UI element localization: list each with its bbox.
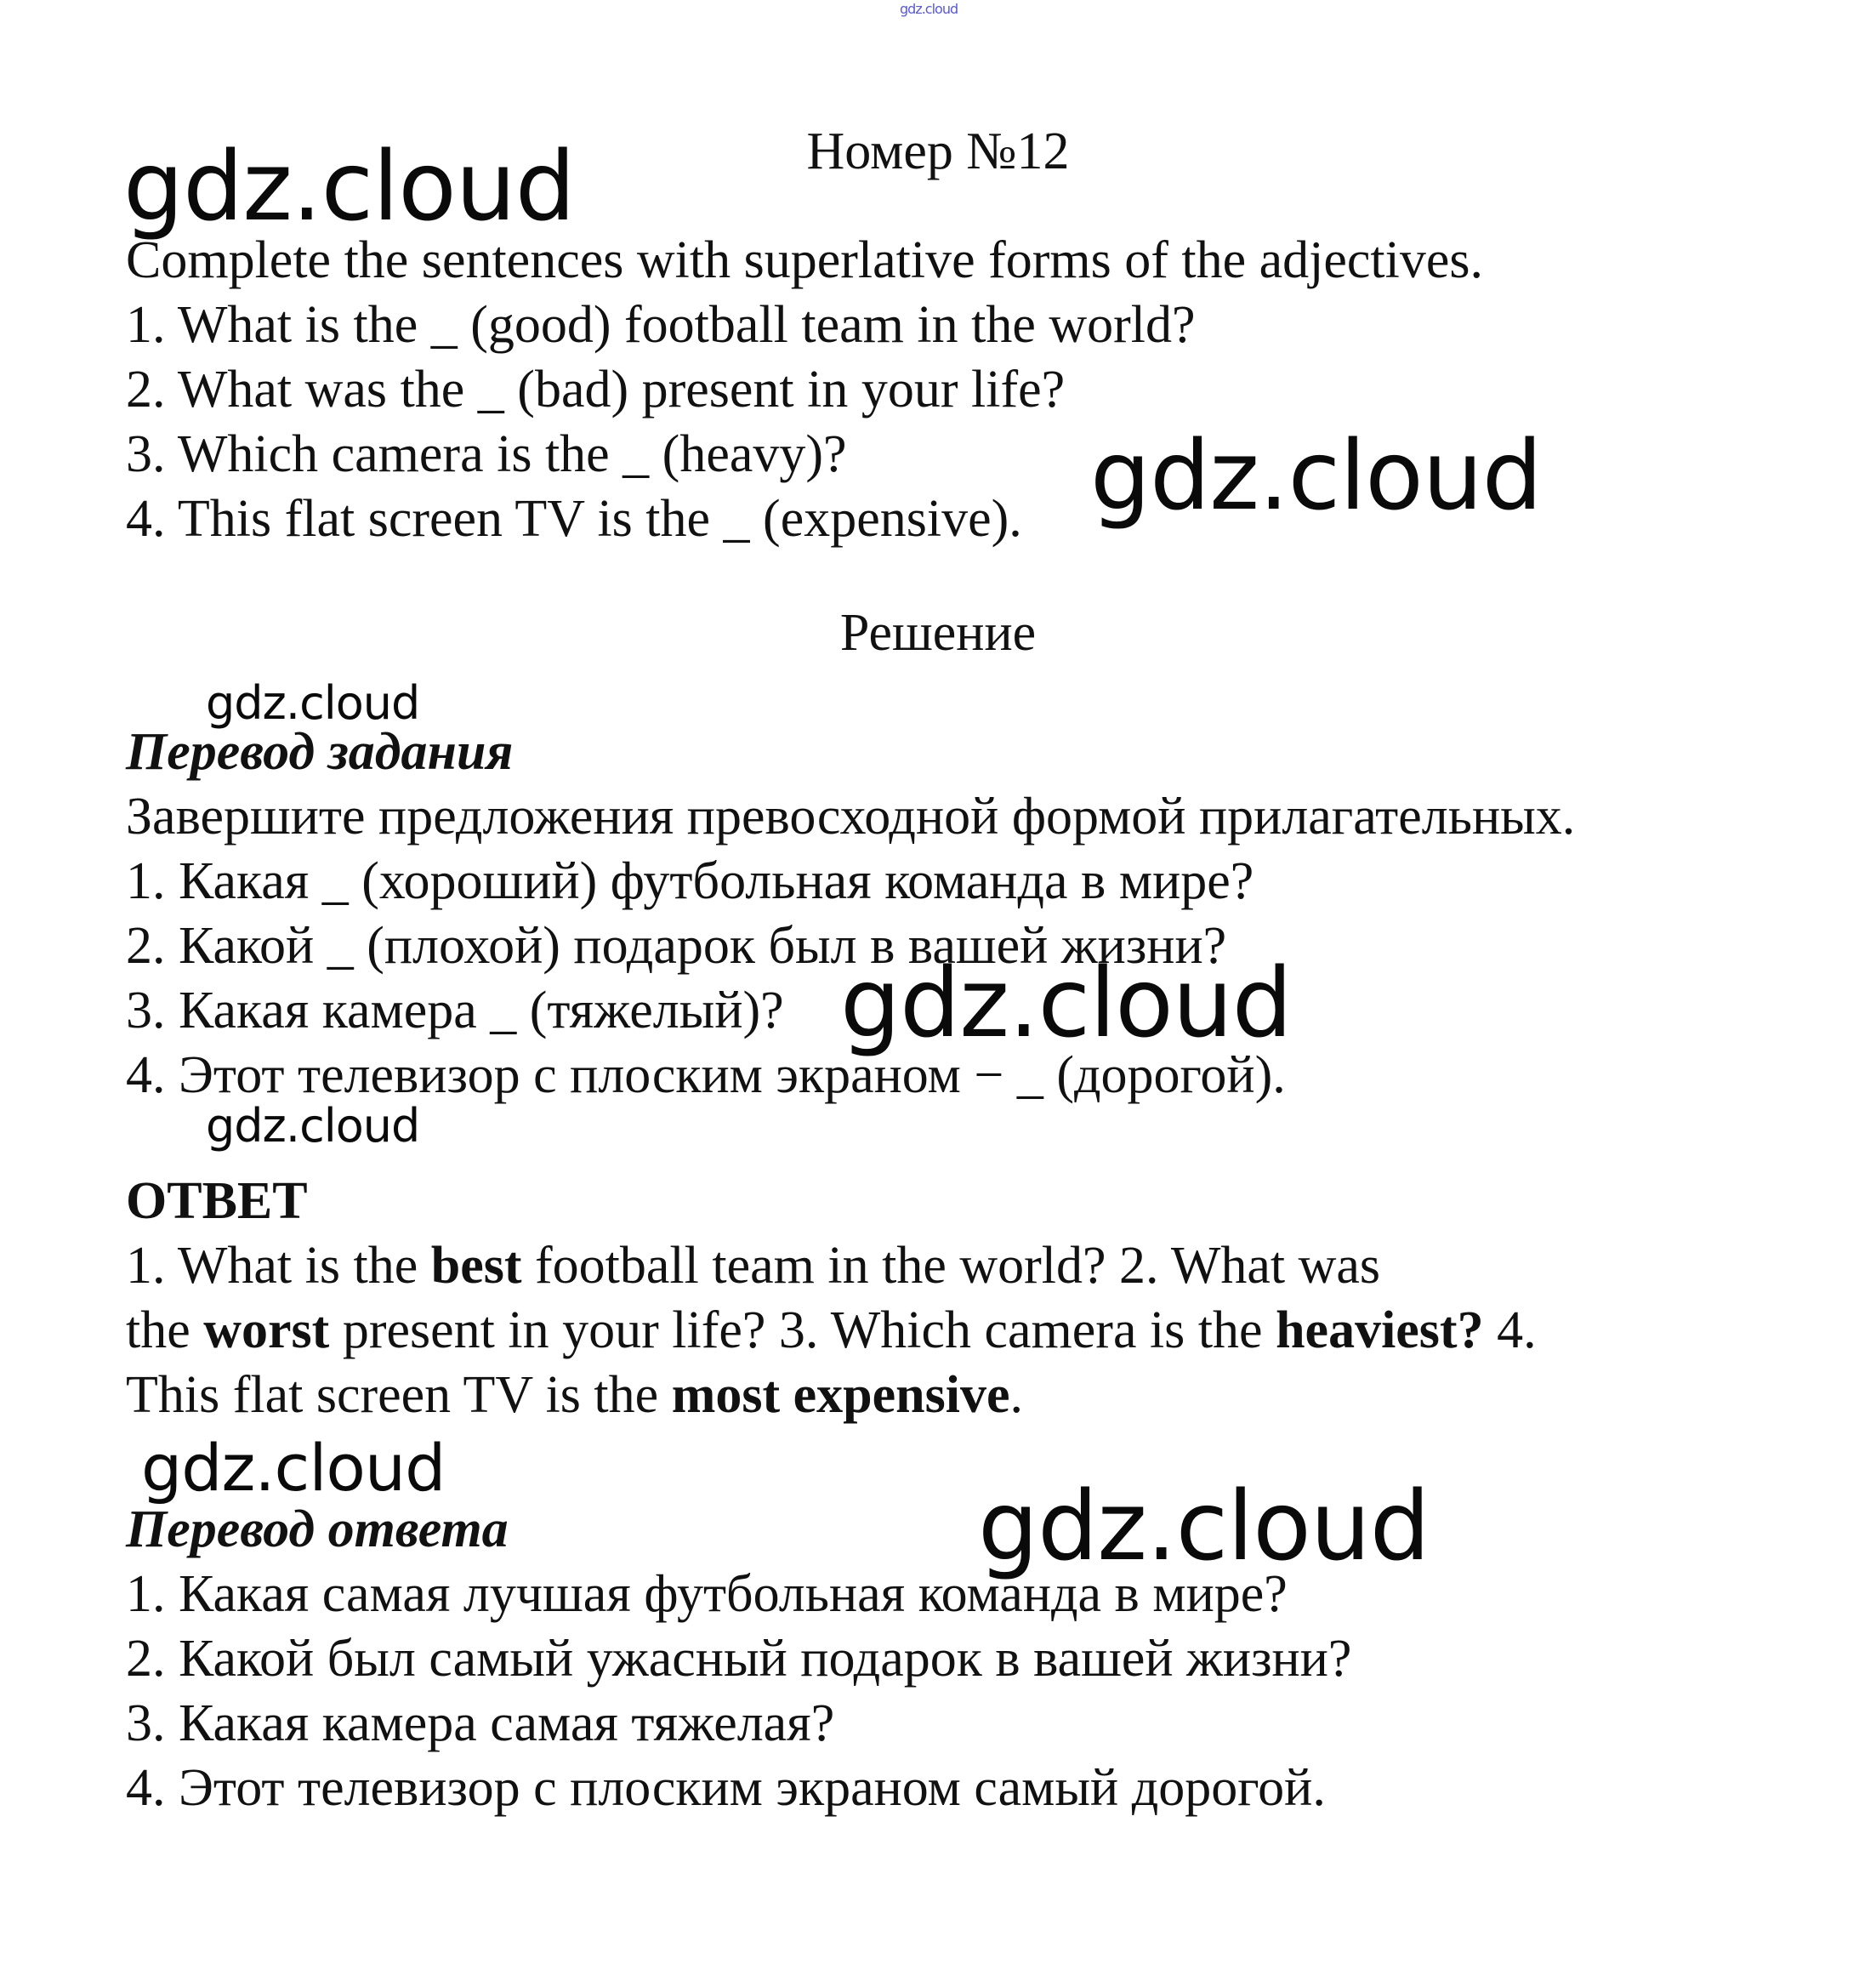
- answer-translation-item-2: 2. Какой был самый ужасный подарок в вашей жизни?: [126, 1630, 1352, 1688]
- answer-heaviest: heaviest?: [1276, 1301, 1484, 1359]
- answer-line-3-part-a: This flat screen TV is the: [126, 1366, 672, 1424]
- answer-line-2-part-a: the: [126, 1301, 204, 1359]
- watermark-medium-1: gdz.cloud: [141, 1430, 446, 1506]
- task-translation-heading: Перевод задания: [126, 723, 514, 781]
- answer-worst: worst: [203, 1301, 330, 1359]
- answer-line-1-part-c: football team in the world? 2. What was: [521, 1237, 1381, 1295]
- task-item-1: 1. What is the _ (good) football team in the world?: [126, 296, 1196, 354]
- answer-line-3-part-c: .: [1009, 1366, 1023, 1424]
- watermark-large-3: gdz.cloud: [840, 948, 1292, 1059]
- task-item-4: 4. This flat screen TV is the _ (expensive).: [126, 490, 1022, 548]
- answer-heading: ОТВЕТ: [126, 1172, 308, 1230]
- answer-line-1-part-a: 1. What is the: [126, 1237, 431, 1295]
- task-translation-item-2: 2. Какой _ (плохой) подарок был в вашей жизни?: [126, 917, 1227, 975]
- task-number-heading: Номер №12: [806, 122, 1070, 180]
- watermark-top: gdz.cloud: [900, 1, 958, 17]
- answer-line-2: [126, 1298, 1537, 1363]
- task-translation-item-1: 1. Какая _ (хороший) футбольная команда в мире?: [126, 852, 1254, 910]
- solution-heading: Решение: [839, 604, 1037, 662]
- task-translation-item-4: 4. Этот телевизор с плоским экраном − _ (дорогой).: [126, 1046, 1286, 1104]
- task-instruction: Complete the sentences with superlative forms of the adjectives.: [126, 231, 1484, 289]
- watermark-small-1: gdz.cloud: [206, 676, 420, 730]
- task-item-3: 3. Which camera is the _ (heavy)?: [126, 425, 847, 483]
- answer-most-expensive: most expensive: [671, 1366, 1010, 1424]
- watermark-large-4: gdz.cloud: [978, 1472, 1430, 1582]
- answer-line-1: [126, 1233, 1380, 1298]
- watermark-small-2: gdz.cloud: [206, 1099, 420, 1153]
- answer-line-3: [126, 1363, 1023, 1427]
- task-translation-instruction: Завершите предложения превосходной формой прилагательных.: [126, 788, 1576, 846]
- answer-line-2-part-e: 4.: [1483, 1301, 1537, 1359]
- answer-translation-item-4: 4. Этот телевизор с плоским экраном самый дорогой.: [126, 1759, 1326, 1817]
- answer-line-2-part-c: present in your life? 3. Which camera is the: [329, 1301, 1276, 1359]
- answer-translation-item-1: 1. Какая самая лучшая футбольная команда в мире?: [126, 1565, 1288, 1623]
- answer-translation-heading: Перевод ответа: [126, 1500, 509, 1558]
- answer-best: best: [430, 1237, 522, 1295]
- task-item-2: 2. What was the _ (bad) present in your life?: [126, 361, 1066, 418]
- watermark-large-1: gdz.cloud: [123, 132, 575, 242]
- answer-translation-item-3: 3. Какая камера самая тяжелая?: [126, 1694, 835, 1752]
- watermark-large-2: gdz.cloud: [1090, 421, 1542, 532]
- task-translation-item-3: 3. Какая камера _ (тяжелый)?: [126, 982, 784, 1039]
